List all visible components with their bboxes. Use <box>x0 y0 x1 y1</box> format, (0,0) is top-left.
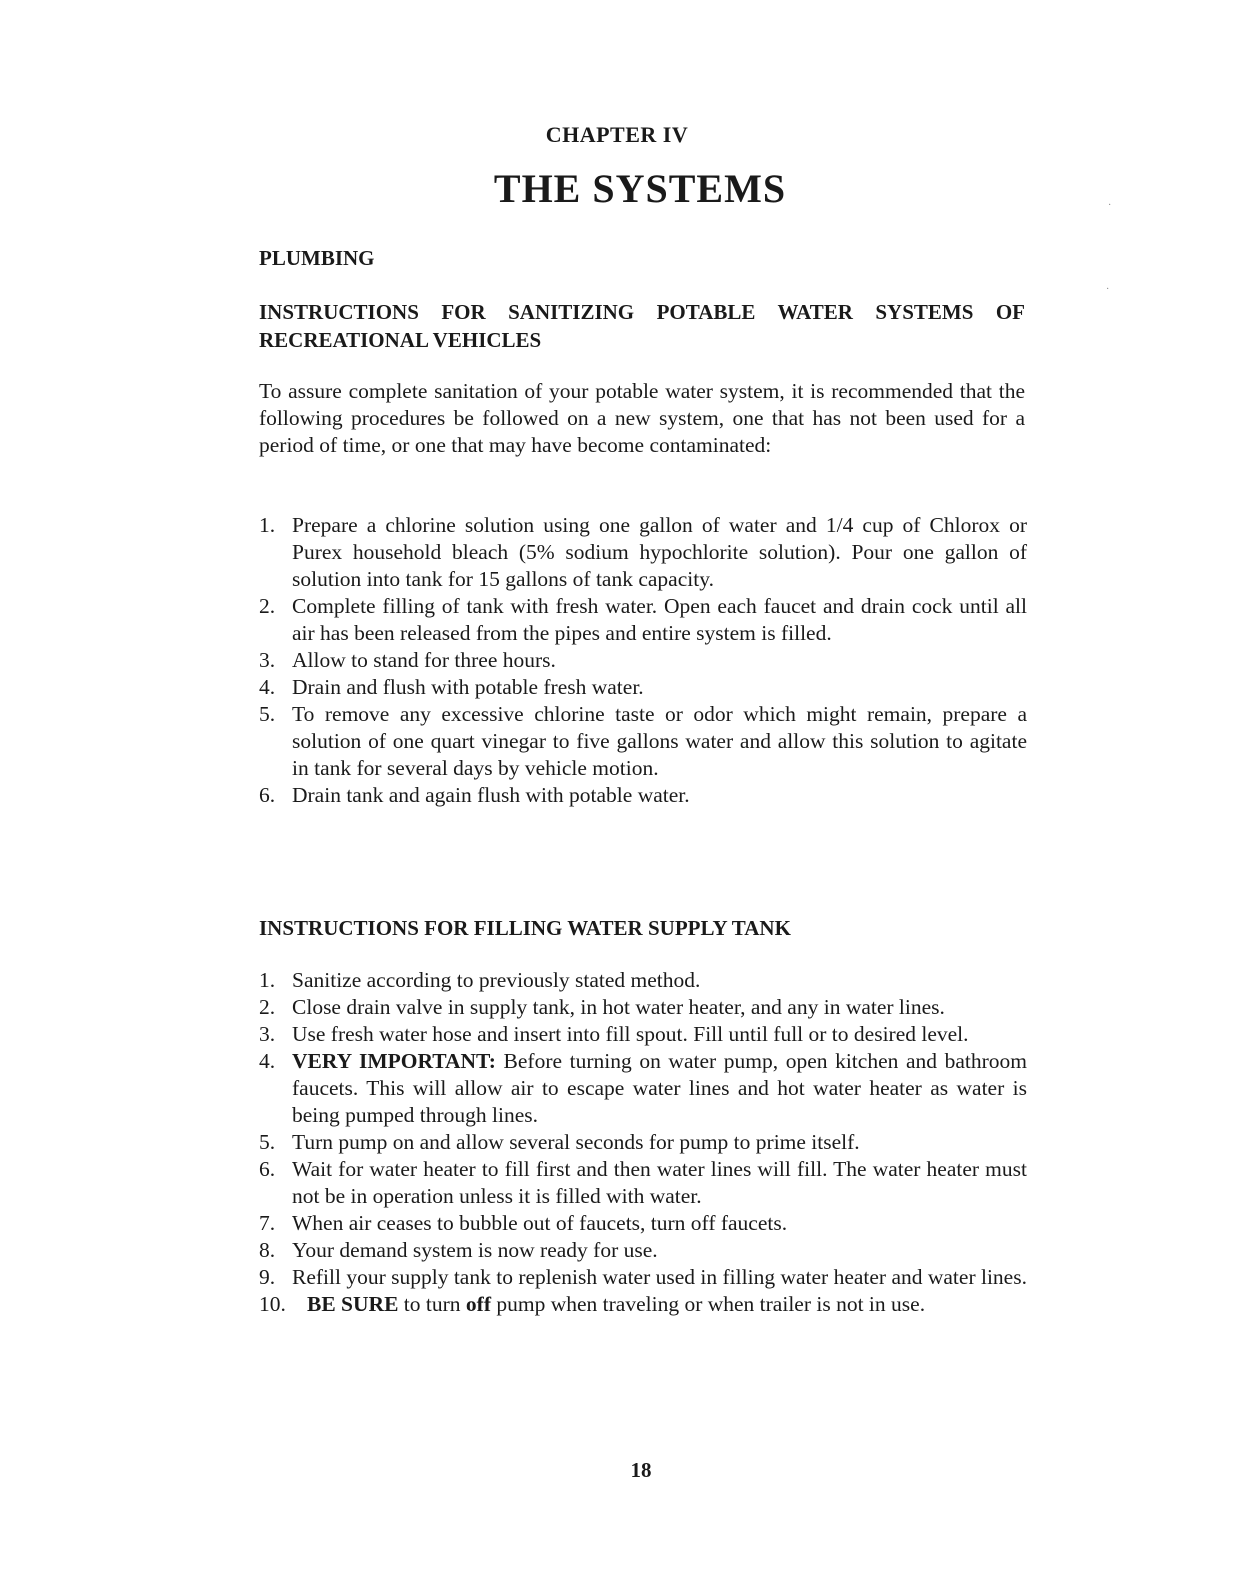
list-item-text: Use fresh water hose and insert into fill spout. Fill until full or to desired level. <box>292 1022 969 1046</box>
list-item-text: Sanitize according to previously stated method. <box>292 968 701 992</box>
emphasis-off: off <box>465 1292 491 1316</box>
list-item <box>259 1264 1027 1291</box>
list-item-text-rest: Before turning on water pump, open kitchen and bathroom faucets. This will allow air to escape water lines and hot water heater as water is being pumped through lines. <box>292 1049 1027 1127</box>
list-item-number: 1. <box>259 968 276 992</box>
list-item-number: 5. <box>259 1130 276 1154</box>
scan-speck: · <box>1108 200 1112 211</box>
emphasis-be-sure: BE SURE <box>307 1292 399 1316</box>
list-item <box>259 1129 1027 1156</box>
list-item-number: 8. <box>259 1238 276 1262</box>
page-number: 18 <box>630 1458 652 1482</box>
list-item-text: Drain and flush with potable fresh water. <box>292 675 644 699</box>
list-item-text: Turn pump on and allow several seconds for pump to prime itself. <box>292 1130 860 1154</box>
list-item-number: 6. <box>259 1157 276 1181</box>
list-item-text: Your demand system is now ready for use. <box>292 1238 658 1262</box>
list-item-number: 6. <box>259 783 276 807</box>
list-item <box>259 1210 1027 1237</box>
list-item <box>259 593 1027 647</box>
list-item-number: 4. <box>259 675 276 699</box>
list-item <box>259 647 1027 674</box>
list-item <box>259 512 1027 593</box>
list-item-number: 5. <box>259 702 276 726</box>
list-item-text-part-b: pump when traveling or when trailer is not in use. <box>490 1292 926 1316</box>
sanitizing-heading: INSTRUCTIONS FOR SANITIZING POTABLE WATER SYSTEMS OF RECREATIONAL VEHICLES <box>259 300 1025 352</box>
list-item <box>259 967 1027 994</box>
list-item-text: Drain tank and again flush with potable water. <box>292 783 690 807</box>
list-item-text: Complete filling of tank with fresh water. Open each faucet and drain cock until all air has been released from the pipes and entire system is filled. <box>292 594 1027 645</box>
list-item <box>259 1237 1027 1264</box>
list-item-number: 7. <box>259 1211 276 1235</box>
section-heading-plumbing: PLUMBING <box>259 246 375 270</box>
list-item-text <box>292 1049 1027 1127</box>
filling-heading: INSTRUCTIONS FOR FILLING WATER SUPPLY TANK <box>259 916 791 940</box>
emphasis-very-important: VERY IMPORTANT: <box>292 1049 496 1073</box>
list-item <box>259 1291 1027 1318</box>
list-item <box>259 1048 1027 1129</box>
list-item-text <box>307 1292 925 1316</box>
chapter-label: CHAPTER IV <box>545 122 689 147</box>
list-item-number: 3. <box>259 648 276 672</box>
list-item <box>259 1156 1027 1210</box>
list-item <box>259 674 1027 701</box>
list-item-text: Refill your supply tank to replenish water used in filling water heater and water lines. <box>292 1265 1027 1289</box>
list-item-text: Prepare a chlorine solution using one gallon of water and 1/4 cup of Chlorox or Purex household bleach (5% sodium hypochlorite solution). Pour one gallon of solution into tank for 15 gallons of tank capacity. <box>292 513 1027 591</box>
list-item-number: 3. <box>259 1022 276 1046</box>
list-item-text: To remove any excessive chlorine taste or odor which might remain, prepare a solution of one quart vinegar to five gallons water and allow this solution to agitate in tank for several days by vehicle motion. <box>292 702 1027 780</box>
list-item-number: 1. <box>259 513 276 537</box>
scan-speck: · <box>1106 284 1110 295</box>
list-item-text: Allow to stand for three hours. <box>292 648 556 672</box>
page-title: THE SYSTEMS <box>493 166 787 211</box>
list-item-number: 10. <box>259 1292 286 1316</box>
list-item-number: 9. <box>259 1265 276 1289</box>
list-item <box>259 994 1027 1021</box>
list-item <box>259 1021 1027 1048</box>
sanitizing-steps-list <box>259 512 1027 809</box>
list-item-number: 2. <box>259 594 276 618</box>
sanitizing-intro: To assure complete sanitation of your potable water system, it is recommended that the following procedures be followed on a new system, one that has not been used for a period of time, or one that may have become contaminated: <box>259 379 1025 457</box>
list-item-number: 4. <box>259 1049 276 1073</box>
list-item-number: 2. <box>259 995 276 1019</box>
filling-steps-list <box>259 967 1027 1318</box>
list-item-text: Wait for water heater to fill first and then water lines will fill. The water heater must not be in operation unless it is filled with water. <box>292 1157 1027 1208</box>
list-item-text: Close drain valve in supply tank, in hot water heater, and any in water lines. <box>292 995 945 1019</box>
list-item-text: When air ceases to bubble out of faucets, turn off faucets. <box>292 1211 788 1235</box>
list-item <box>259 782 1027 809</box>
list-item <box>259 701 1027 782</box>
list-item-text-part-a: to turn <box>398 1292 466 1316</box>
